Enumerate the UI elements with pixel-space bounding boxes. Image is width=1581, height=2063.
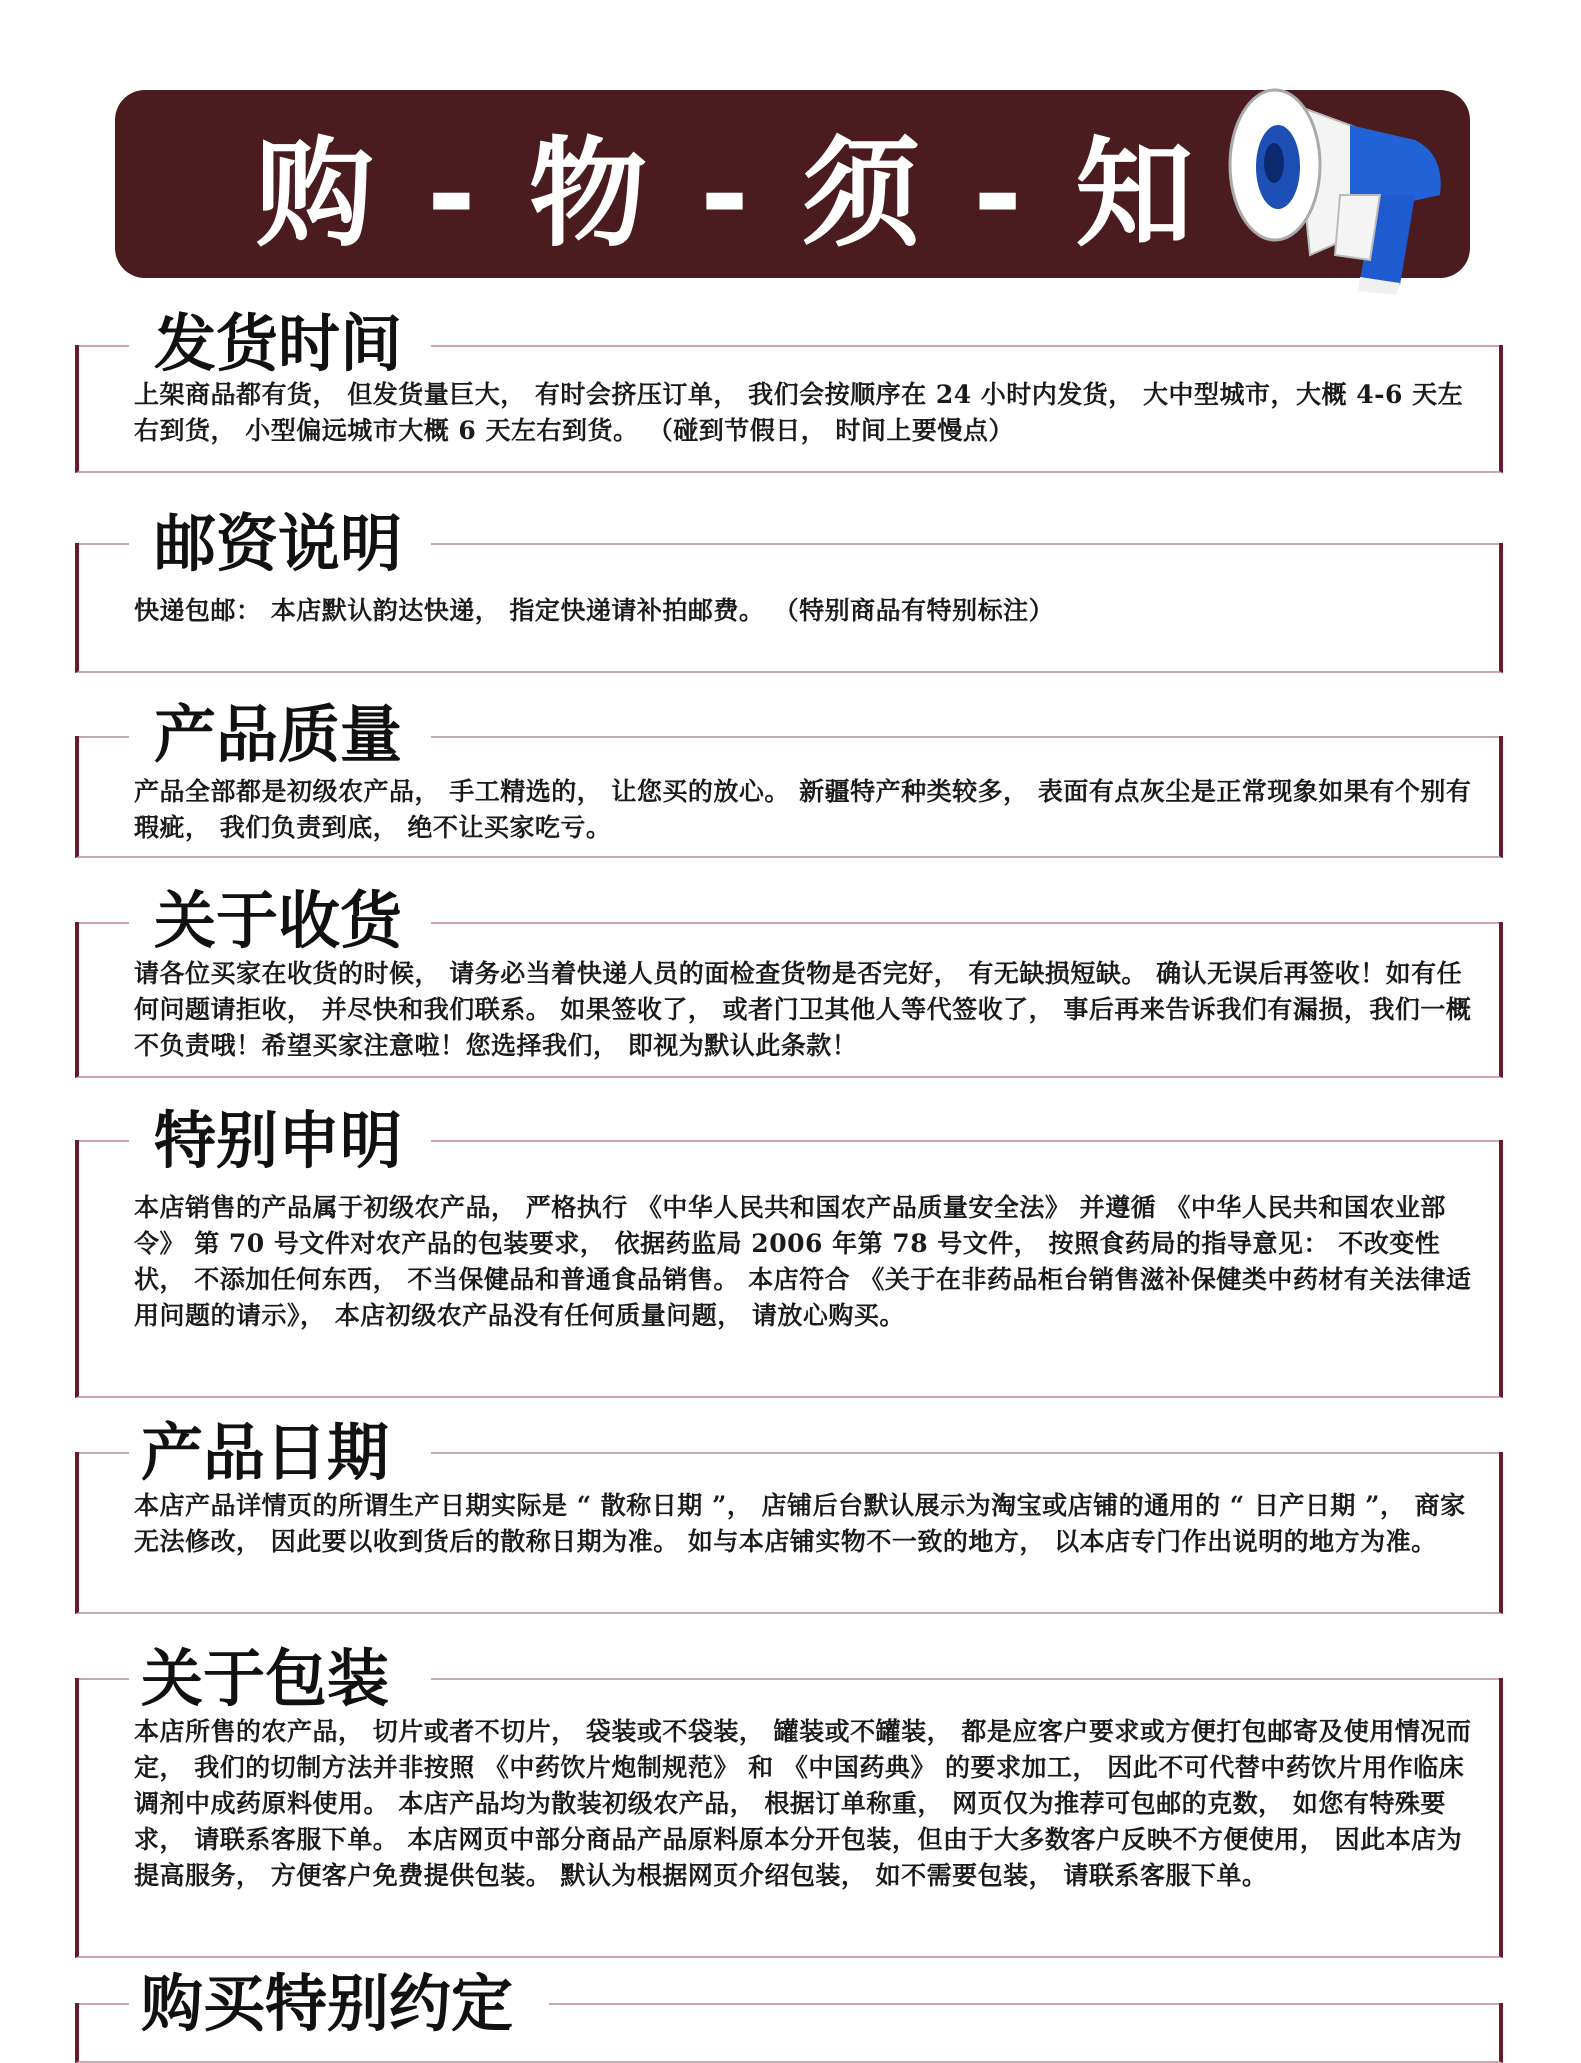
section-body: 本店销售的产品属于初级农产品， 严格执行 《中华人民共和国农产品质量安全法》 并遵循 《中华人民共和国农业部令》 第 70 号文件对农产品的包装要求， 依据药监局 2006 年第 78 号文件， 按照食药局的指导意见： 不改变性状， 不添加任何东西， 不当保健品和普通食品销售。 本店符合 《关于在非药品柜台销售滋补保健类中药材有关法律适用问题的请示》， 本店初级农产品没有任何质量问题， 请放心购买。 bbox=[134, 1193, 1472, 1330]
banner-title: 购 - 物 - 须 - 知 bbox=[255, 125, 1200, 263]
section-special-statement bbox=[75, 1104, 1503, 1398]
section-packaging bbox=[75, 1642, 1503, 1958]
section-product-date bbox=[75, 1416, 1503, 1614]
section-title: 产品质量 bbox=[154, 698, 403, 771]
section-title: 产品日期 bbox=[141, 1416, 390, 1489]
section-purchase-agreement bbox=[75, 1967, 1503, 2063]
section-title: 关于收货 bbox=[154, 884, 403, 957]
section-title: 特别申明 bbox=[154, 1104, 403, 1177]
megaphone-icon bbox=[1200, 45, 1460, 295]
section-body: 请各位买家在收货的时候， 请务必当着快递人员的面检查货物是否完好， 有无缺损短缺。 确认无误后再签收！如有任何问题请拒收， 并尽快和我们联系。 如果签收了， 或者门卫其他人等代签收了， 事后再来告诉我们有漏损，我们一概不负责哦！希望买家注意啦！您选择我们， 即视为默认此条款！ bbox=[134, 959, 1472, 1060]
section-title: 邮资说明 bbox=[154, 507, 403, 580]
section-title: 购买特别约定 bbox=[141, 1967, 514, 2040]
section-body: 快递包邮： 本店默认韵达快递， 指定快递请补拍邮费。 （特别商品有特别标注） bbox=[134, 596, 1055, 625]
section-body: 本店所售的农产品， 切片或者不切片， 袋装或不袋装， 罐装或不罐装， 都是应客户要求或方便打包邮寄及使用情况而定， 我们的切制方法并非按照 《中药饮片炮制规范》 和 《中国药典》 的要求加工， 因此不可代替中药饮片用作临床调剂中成药原料使用。 本店产品均为散装初级农产品， 根据订单称重， 网页仅为推荐可包邮的克数， 如您有特殊要求， 请联系客服下单。 本店网页中部分商品产品原料原本分开包装，但由于大多数客户反映不方便使用， 因此本店为提高服务， 方便客户免费提供包装。 默认为根据网页介绍包装， 如不需要包装， 请联系客服下单。 bbox=[134, 1717, 1472, 1890]
section-shipping-time bbox=[75, 307, 1503, 473]
section-body: 产品全部都是初级农产品， 手工精选的， 让您买的放心。 新疆特产种类较多， 表面有点灰尘是正常现象如果有个别有瑕疵， 我们负责到底， 绝不让买家吃亏。 bbox=[134, 777, 1472, 842]
section-postage bbox=[75, 507, 1503, 673]
section-receiving bbox=[75, 884, 1503, 1078]
section-body: 上架商品都有货， 但发货量巨大， 有时会挤压订单， 我们会按顺序在 24 小时内发货， 大中型城市，大概 4-6 天左右到货， 小型偏远城市大概 6 天左右到货。 （碰到节假日， 时间上要慢点） bbox=[134, 380, 1464, 445]
section-body: 本店产品详情页的所谓生产日期实际是 “ 散称日期 ”， 店铺后台默认展示为淘宝或店铺的通用的 “ 日产日期 ”， 商家无法修改， 因此要以收到货后的散称日期为准。 如与本店铺实物不一致的地方， 以本店专门作出说明的地方为准。 bbox=[134, 1491, 1466, 1556]
section-product-quality bbox=[75, 698, 1503, 858]
section-title: 发货时间 bbox=[154, 307, 403, 380]
section-title: 关于包装 bbox=[141, 1642, 390, 1715]
